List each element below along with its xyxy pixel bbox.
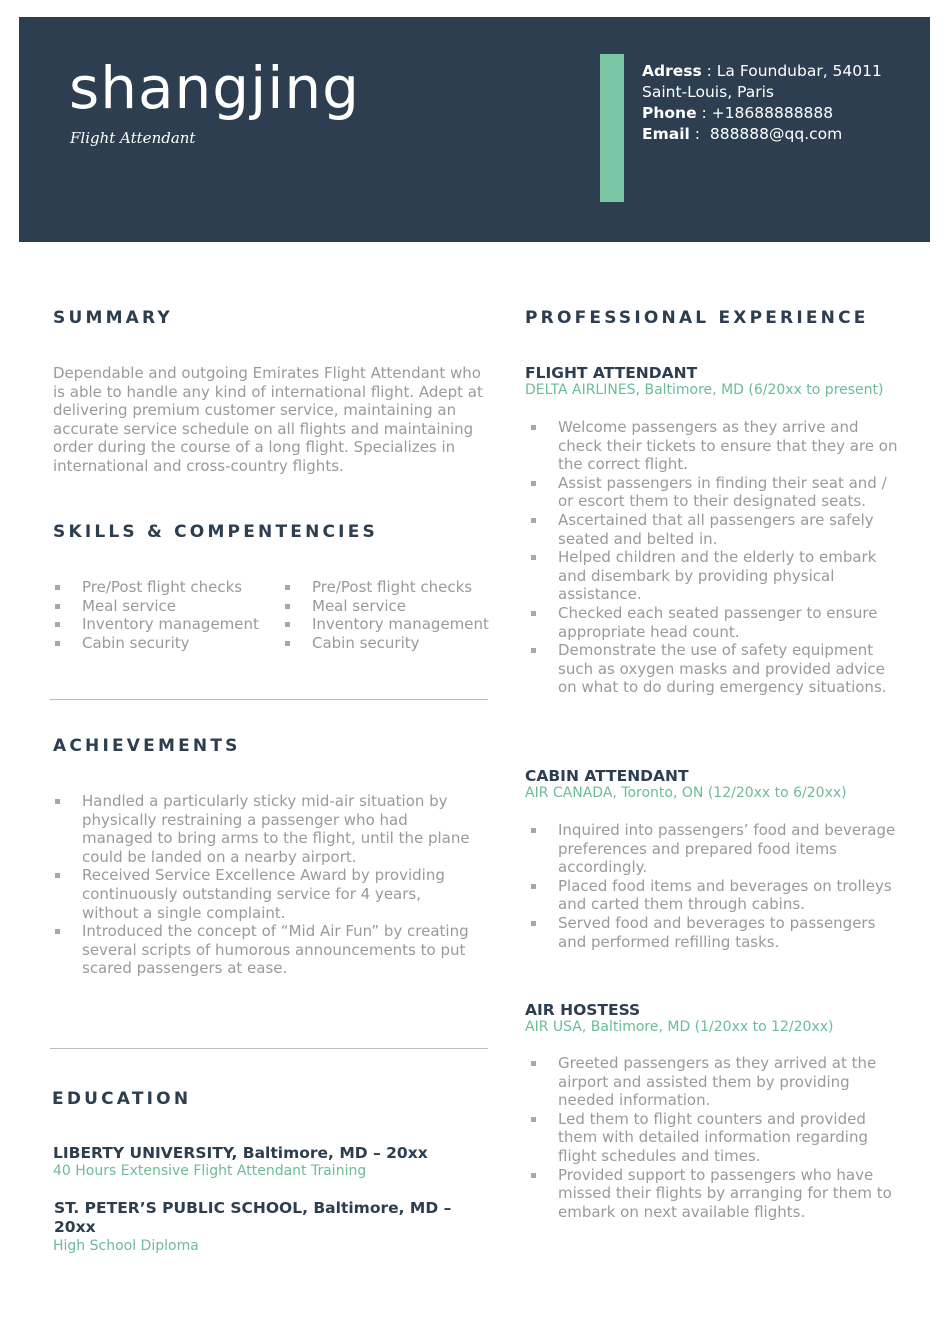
skills-list-col1 [53, 578, 281, 652]
job-company: DELTA AIRLINES, Baltimore, MD (6/20xx to present) [525, 382, 884, 398]
achievement-item: Handled a particularly sticky mid-air situation by physically restraining a passenger who had managed to bring arms to the flight, until the plane could be landed on a nearby airport. [53, 792, 478, 866]
skill-item: Inventory management [283, 615, 503, 634]
job-duty: Checked each seated passenger to ensure appropriate head count. [529, 604, 904, 641]
email-label: Email [642, 125, 690, 143]
job-duty: Greeted passengers as they arrived at the airport and assisted them by providing needed information. [529, 1054, 904, 1110]
achievements-heading: ACHIEVEMENTS [53, 736, 241, 756]
address-label: Adress [642, 62, 702, 80]
education-school: ST. PETER’S PUBLIC SCHOOL, Baltimore, MD – 20xx [54, 1199, 452, 1236]
job-duties-list [529, 1054, 904, 1221]
address-line-1 [642, 61, 922, 82]
education-detail: 40 Hours Extensive Flight Attendant Training [53, 1163, 367, 1179]
skills-list-col2 [283, 578, 503, 652]
education-heading: EDUCATION [52, 1089, 192, 1109]
email-separator: : [689, 125, 710, 143]
achievements-list [53, 792, 478, 978]
email-line [642, 124, 922, 145]
skill-item: Cabin security [283, 634, 503, 653]
education-detail-clip [50, 1232, 450, 1254]
section-divider [50, 1048, 488, 1049]
summary-heading: SUMMARY [53, 308, 173, 328]
skill-item: Inventory management [53, 615, 281, 634]
email-value: 888888@qq.com [709, 125, 843, 143]
address-line-2: Saint-Louis, Paris [642, 83, 774, 101]
experience-heading: PROFESSIONAL EXPERIENCE [525, 308, 869, 328]
job-duty: Assist passengers in finding their seat and / or escort them to their designated seats. [529, 474, 904, 511]
education-detail: High School Diploma [53, 1238, 199, 1254]
job-duties-list [529, 821, 904, 951]
job-duty: Inquired into passengers’ food and beverage preferences and prepared food items accordingly. [529, 821, 904, 877]
job-duty: Helped children and the elderly to embark and disembark by providing physical assistance. [529, 548, 904, 604]
job-title: AIR HOSTESS [525, 1001, 641, 1019]
contact-block [642, 61, 922, 145]
job-title: FLIGHT ATTENDANT [525, 364, 698, 382]
job-duty: Ascertained that all passengers are safely seated and belted in. [529, 511, 904, 548]
skill-item: Cabin security [53, 634, 281, 653]
phone-separator: : [696, 104, 712, 122]
skill-item: Meal service [283, 597, 503, 616]
job-duty: Provided support to passengers who have missed their flights by arranging for them to embark on next available flights. [529, 1166, 904, 1222]
achievement-item: Introduced the concept of “Mid Air Fun” by creating several scripts of humorous announcements to put scared passengers at ease. [53, 922, 478, 978]
job-duty: Welcome passengers as they arrive and check their tickets to ensure that they are on the correct flight. [529, 418, 904, 474]
address-separator: : [701, 62, 717, 80]
job-duty: Led them to flight counters and provided them with detailed information regarding flight schedules and times. [529, 1110, 904, 1166]
candidate-name: shangjing [69, 54, 360, 122]
resume-header [19, 17, 930, 242]
address-value: La Foundubar, 54011 [716, 62, 882, 80]
job-company: AIR USA, Baltimore, MD (1/20xx to 12/20xx) [525, 1019, 834, 1035]
summary-text: Dependable and outgoing Emirates Flight Attendant who is able to handle any kind of international flight. Adept at delivering premium customer service, maintaining an accurate service schedule on all flights and maintaining order during the course of a long flight. Specializes in international and cross-country flights. [53, 364, 483, 475]
job-title: CABIN ATTENDANT [525, 767, 689, 785]
skills-heading: SKILLS & COMPENTENCIES [53, 522, 378, 542]
section-divider [50, 699, 488, 700]
phone-value: +18688888888 [711, 104, 834, 122]
skill-item: Pre/Post flight checks [53, 578, 281, 597]
skill-item: Meal service [53, 597, 281, 616]
phone-label: Phone [642, 104, 697, 122]
education-school: LIBERTY UNIVERSITY, Baltimore, MD – 20xx [53, 1144, 428, 1162]
skill-item: Pre/Post flight checks [283, 578, 503, 597]
job-duties-list [529, 418, 904, 697]
phone-line [642, 103, 922, 124]
accent-bar [600, 54, 624, 202]
job-duty: Demonstrate the use of safety equipment such as oxygen masks and provided advice on what to do during emergency situations. [529, 641, 904, 697]
candidate-role: Flight Attendant [70, 129, 196, 147]
job-duty: Placed food items and beverages on trolleys and carted them through cabins. [529, 877, 904, 914]
job-duty: Served food and beverages to passengers and performed refilling tasks. [529, 914, 904, 951]
achievement-item: Received Service Excellence Award by providing continuously outstanding service for 4 years, without a single complaint. [53, 866, 478, 922]
job-company: AIR CANADA, Toronto, ON (12/20xx to 6/20xx) [525, 785, 847, 801]
